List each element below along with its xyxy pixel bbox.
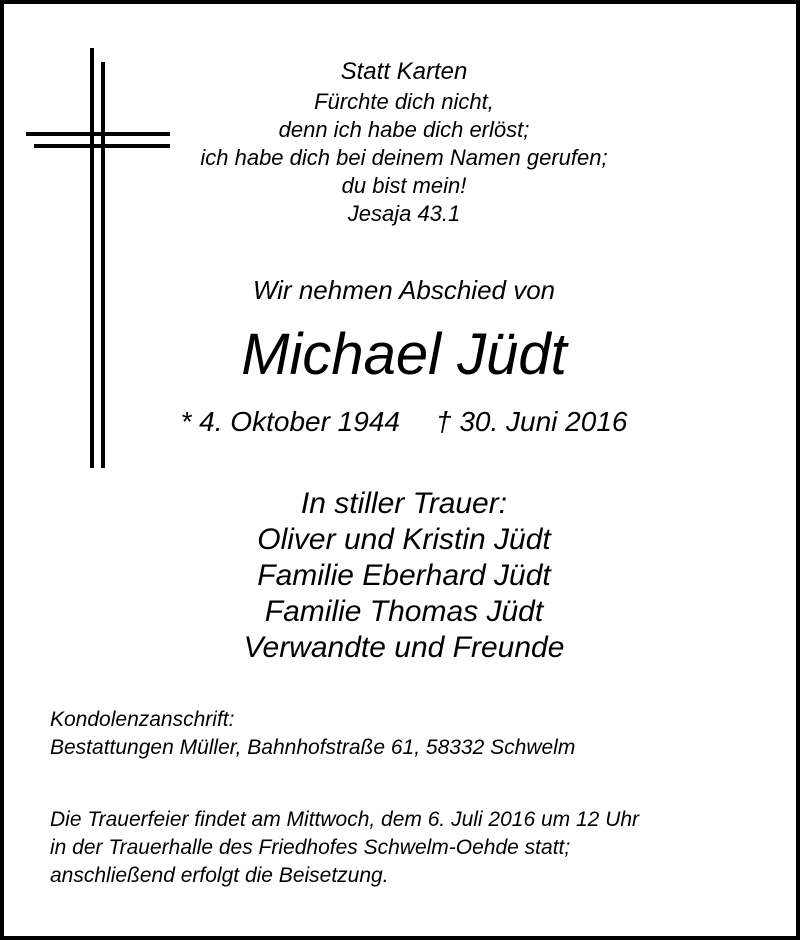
mourner-entry: Verwandte und Freunde — [243, 631, 565, 664]
verse-line: ich habe dich bei deinem Namen gerufen; — [200, 145, 608, 170]
mourner-entry: Familie Eberhard Jüdt — [257, 559, 551, 592]
mourner-entry: Familie Thomas Jüdt — [264, 595, 544, 628]
mourner-entry: Oliver und Kristin Jüdt — [257, 523, 551, 556]
service-line: anschließend erfolgt die Beisetzung. — [50, 864, 389, 887]
death-date: † 30. Juni 2016 — [435, 406, 628, 437]
verse-reference: Jesaja 43.1 — [347, 201, 461, 226]
service-line: Die Trauerfeier findet am Mittwoch, dem 6. Juli 2016 um 12 Uhr — [50, 808, 640, 831]
funeral-service-info — [50, 806, 770, 890]
verse-line: Fürchte dich nicht, — [314, 89, 494, 114]
birth-date: * 4. Oktober 1944 — [180, 406, 400, 437]
farewell-intro: Wir nehmen Abschied von — [252, 275, 556, 305]
deceased-name: Michael Jüdt — [241, 322, 567, 387]
mourners-list — [4, 486, 800, 666]
verse-heading: Statt Karten — [340, 58, 468, 85]
verse-line: du bist mein! — [341, 173, 467, 198]
condolence-address-line: Bestattungen Müller, Bahnhofstraße 61, 58332 Schwelm — [50, 736, 576, 759]
verse-line: denn ich habe dich erlöst; — [278, 117, 530, 142]
bible-verse — [4, 56, 800, 228]
condolence-label: Kondolenzanschrift: — [50, 708, 235, 731]
mourners-heading: In stiller Trauer: — [300, 487, 508, 520]
condolence-address — [50, 706, 770, 762]
service-line: in der Trauerhalle des Friedhofes Schwelm-Oehde statt; — [50, 836, 571, 859]
life-dates — [4, 402, 800, 442]
